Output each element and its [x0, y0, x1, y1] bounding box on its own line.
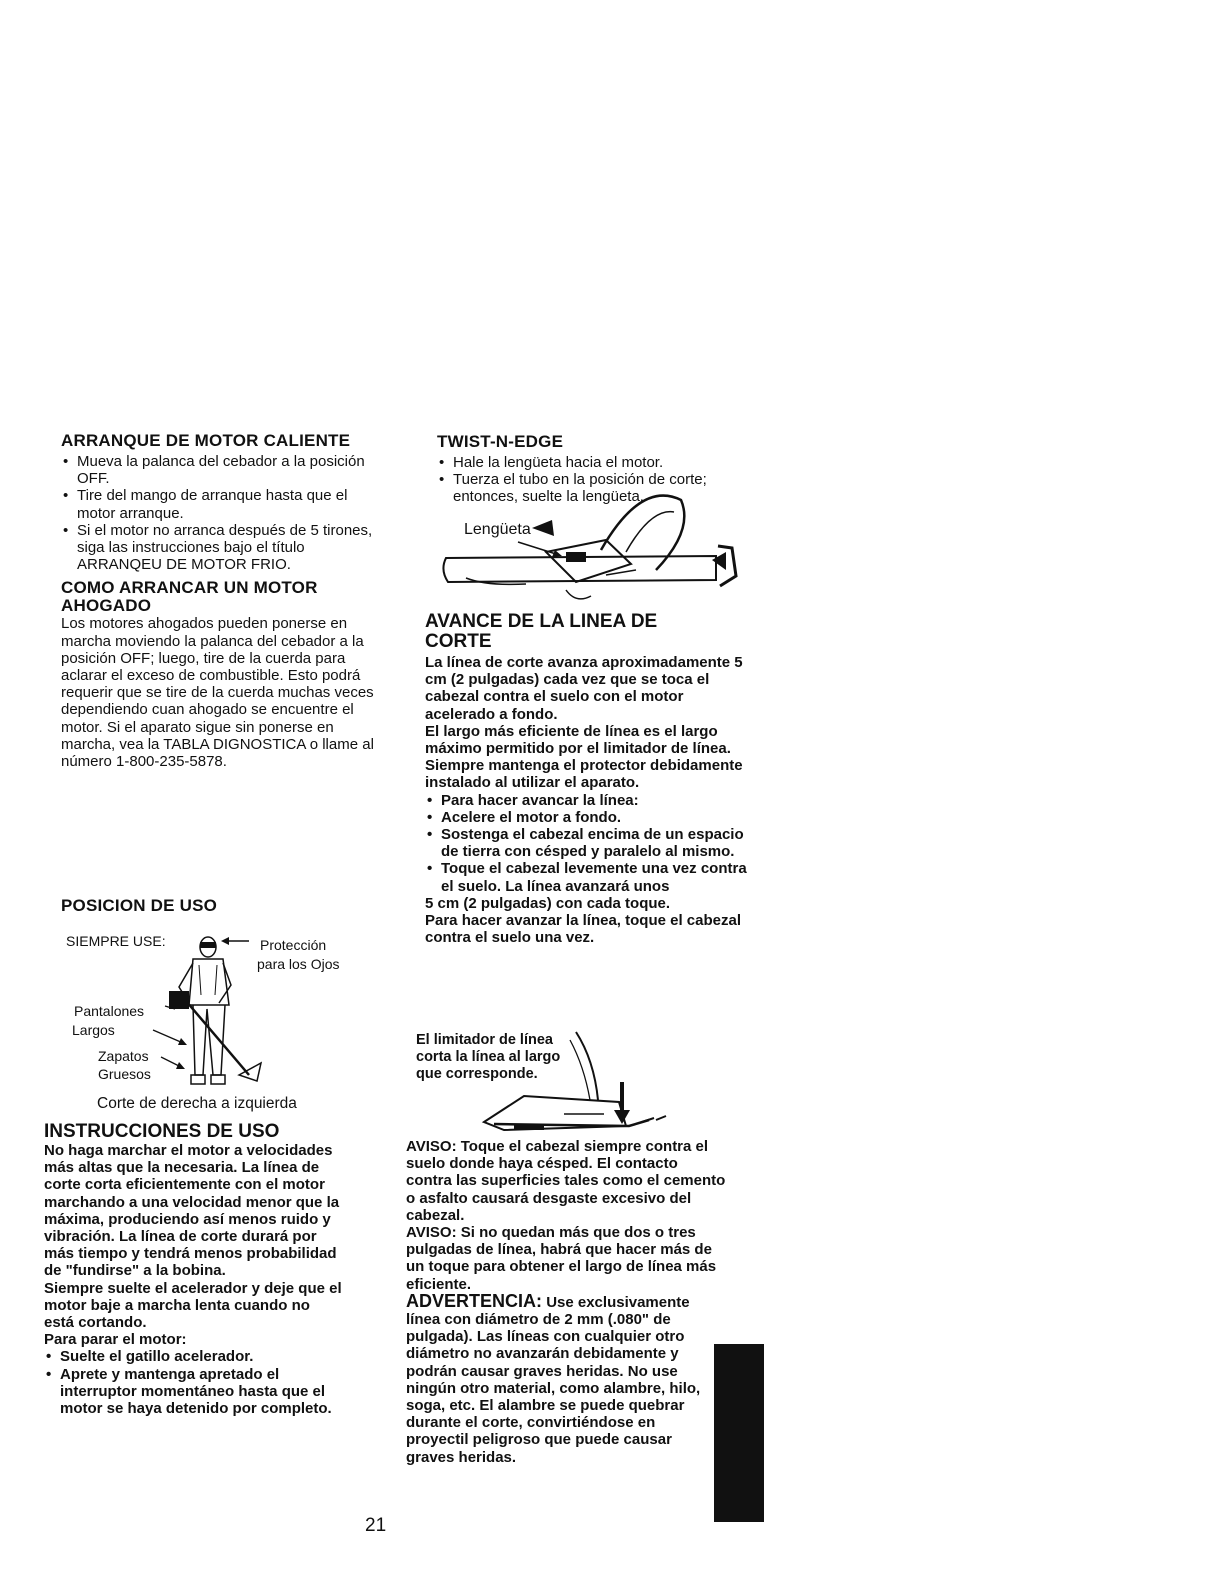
warning-paragraph — [406, 1290, 711, 1466]
operating-instructions-heading: INSTRUCCIONES DE USO — [44, 1121, 280, 1142]
list-item: • Para hacer avancar la línea: — [425, 792, 750, 809]
use-position-heading: POSICION DE USO — [61, 896, 218, 915]
figure-caption: Corte de derecha a izquierda — [97, 1095, 297, 1112]
list-item: • Aprete y mantenga apretado el interruptor momentáneo hasta que el motor se haya detenido por completo. — [44, 1366, 344, 1418]
list-item: • Tire del mango de arranque hasta que el motor arranque. — [61, 487, 379, 521]
shoes-label: Zapatos — [98, 1048, 149, 1064]
notice-text: Si no quedan más que dos o tres pulgadas de línea, habrá que hacer más de un toque para obtener el largo de línea más eficiente. — [406, 1224, 717, 1293]
list-item: • Hale la lengüeta hacia el motor. — [437, 454, 767, 471]
flooded-engine-heading: COMO ARRANCAR UN MOTOR AHOGADO — [61, 578, 318, 616]
flooded-engine-body: Los motores ahogados pueden ponerse en marcha moviendo la palanca del cebador a la posición OFF; luego, tire de la cuerda para aclarar el exceso de combustible. Esto podrá requerir que se tire de la cuerda muchas veces dependiendo cuan ahogado se encuentre el motor. Si el aparato sigue sin ponerse en marcha, vea la TABLA DIGNOSTICA o llame al número 1-800-235-5878. — [61, 615, 374, 771]
twist-n-edge-illustration — [426, 490, 756, 608]
left-column — [61, 432, 379, 770]
eye-protection-label: Protección — [260, 937, 327, 953]
page-number: 21 — [365, 1515, 387, 1536]
tab-label: Lengüeta — [464, 521, 531, 538]
line-limiter-label: El limitador de línea corta la línea al largo que corresponde. — [416, 1032, 561, 1082]
list-item: • Tuerza el tubo en la posición de corte; entonces, suelte la lengüeta. — [437, 471, 767, 505]
list-item: • Mueva la palanca del cebador a la posición OFF. — [61, 453, 379, 487]
operator-illustration — [61, 925, 381, 1100]
list-item: • Acelere el motor a fondo. — [425, 809, 750, 826]
line-advance-heading: AVANCE DE LA LINEA DE CORTE — [425, 611, 658, 652]
hot-start-heading: ARRANQUE DE MOTOR CALIENTE — [61, 431, 351, 450]
operating-instructions — [44, 1122, 344, 1417]
line-advance-paragraph: 5 cm (2 pulgadas) con cada toque. — [425, 894, 671, 912]
line-limiter-illustration — [414, 1030, 704, 1138]
list-item: • Si el motor no arranca después de 5 tirones, siga las instrucciones bajo el título ARRANQEU DE MOTOR FRIO. — [61, 522, 379, 574]
pants-label-2: Largos — [72, 1022, 115, 1038]
notice-paragraph — [406, 1138, 726, 1224]
notice-label: AVISO: — [406, 1224, 457, 1242]
instructions-paragraph: Siempre suelte el acelerador y deje que el motor baje a marcha lenta cuando no está cortando. — [44, 1279, 342, 1332]
twist-n-edge-figure — [426, 490, 756, 608]
twist-n-edge-heading: TWIST-N-EDGE — [437, 432, 564, 451]
hot-start-list — [61, 453, 379, 573]
eye-protection-label-2: para los Ojos — [257, 956, 340, 972]
black-margin-bar — [714, 1344, 764, 1522]
line-advance-list — [425, 792, 750, 895]
line-advance-paragraph: Siempre mantenga el protector debidamente instalado al utilizar el aparato. — [425, 757, 743, 792]
list-item: • Suelte el gatillo acelerador. — [44, 1348, 344, 1365]
line-advance-paragraph: Para hacer avanzar la línea, toque el cabezal contra el suelo una vez. — [425, 912, 741, 947]
line-advance-paragraph: La línea de corte avanza aproximadamente 5 cm (2 pulgadas) cada vez que se toca el cabezal contra el suelo con el motor acelerado a fondo. — [425, 654, 743, 723]
stop-engine-list — [44, 1348, 344, 1417]
line-advance-section — [425, 612, 750, 946]
warning-label: ADVERTENCIA: — [406, 1290, 543, 1311]
operator-figure — [61, 925, 381, 1120]
always-use-label: SIEMPRE USE: — [66, 933, 166, 949]
notice-paragraph — [406, 1224, 726, 1293]
instructions-paragraph: No haga marchar el motor a velocidades más altas que la necesaria. La línea de corte corta eficientemente con el motor marchando a una velocidad menor que la máxima, produciendo así menos ruido y vibración. La línea de corte durará por más tiempo y tendrá menos probabilidad de "fundirse" a la bobina. — [44, 1142, 340, 1280]
stop-engine-label: Para parar el motor: — [44, 1331, 187, 1349]
notice-label: AVISO: — [406, 1138, 457, 1155]
notice-text: Toque el cabezal siempre contra el suelo donde haya césped. El contacto contra las superficies tales como el cemento o asfalto causará desgaste excesivo del cabezal. — [406, 1138, 726, 1224]
pants-label: Pantalones — [74, 1003, 145, 1019]
list-item: • Toque el cabezal levemente una vez contra el suelo. La línea avanzará unos — [425, 860, 750, 894]
shoes-label-2: Gruesos — [98, 1066, 151, 1082]
warnings-section — [406, 1138, 726, 1466]
list-item: • Sostenga el cabezal encima de un espacio de tierra con césped y paralelo al mismo. — [425, 826, 750, 860]
warning-text: Use exclusivamente línea con diámetro de 2 mm (.080" de pulgada). Las líneas con cualquier otro diámetro no avanzarán debidamente y podrán causar graves heridas. No use ningún otro material, como alambre, hilo, soga, etc. El alambre se puede quebrar durante el corte, convirtiéndose en proyectil peligroso que puede causar graves heridas. — [406, 1293, 701, 1466]
line-advance-paragraph: El largo más eficiente de línea es el largo máximo permitido por el limitador de línea. — [425, 722, 731, 758]
line-limiter-figure — [414, 1030, 704, 1138]
